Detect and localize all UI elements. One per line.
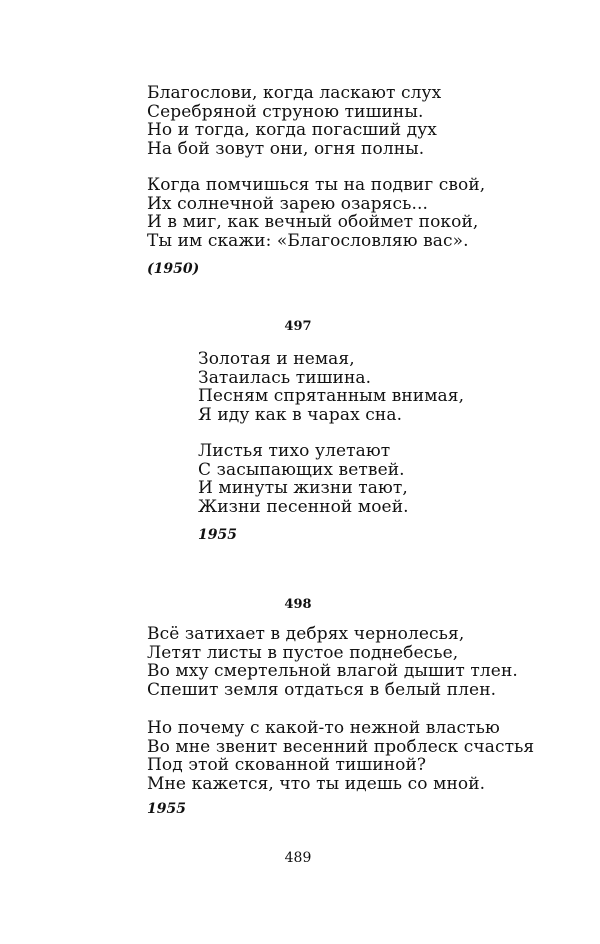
verse-line: Серебряной струною тишины. [147, 101, 424, 122]
poem-498-stanza-2 [147, 719, 534, 793]
verse-line: Я иду как в чарах сна. [198, 404, 403, 425]
verse-line: Мне кажется, что ты идешь со мной. [147, 773, 486, 794]
poem-498-date: 1955 [147, 801, 186, 817]
poem-1-date: (1950) [147, 261, 200, 277]
page-number: 489 [284, 850, 312, 866]
poem-number-498: 498 [284, 597, 312, 612]
verse-line: Песням спрятанным внимая, [198, 386, 465, 406]
poem-1-stanza-1 [147, 84, 441, 158]
verse-line: Всё затихает в дебрях чернолесья, [147, 624, 465, 644]
poem-497-stanza-2 [198, 442, 409, 516]
verse-line: Но почему с какой-то нежной властью [147, 718, 500, 738]
verse-line: И минуты жизни тают, [198, 478, 408, 498]
verse-line: И в миг, как вечный обоймет покой, [147, 212, 479, 232]
verse-line: Затаилась тишина. [198, 367, 372, 388]
verse-line: Во мне звенит весенний проблеск счастья [147, 736, 535, 757]
verse-line: Благослови, когда ласкают слух [147, 83, 442, 103]
verse-line: Листья тихо улетают [198, 441, 391, 461]
poem-number-497: 497 [284, 319, 312, 334]
verse-line: Когда помчишься ты на подвиг свой, [147, 175, 486, 195]
poem-497-date: 1955 [198, 527, 237, 543]
verse-line: Во мху смертельной влагой дышит тлен. [147, 661, 518, 681]
verse-line: Их солнечной зарею озарясь... [147, 193, 428, 214]
verse-line: Ты им скажи: «Благословляю вас». [147, 230, 469, 251]
verse-line: Под этой скованной тишиной? [147, 755, 427, 775]
verse-line: Летят листы в пустое поднебесье, [147, 642, 459, 663]
poem-498-stanza-1 [147, 625, 518, 699]
verse-line: Золотая и немая, [198, 349, 355, 369]
verse-line: Но и тогда, когда погасший дух [147, 120, 437, 140]
verse-line: Жизни песенной моей. [198, 496, 409, 517]
poem-1-stanza-2 [147, 176, 485, 250]
verse-line: Спешит земля отдаться в белый плен. [147, 679, 497, 700]
poem-497-stanza-1 [198, 350, 464, 424]
verse-line: На бой зовут они, огня полны. [147, 138, 425, 159]
verse-line: С засыпающих ветвей. [198, 459, 405, 480]
